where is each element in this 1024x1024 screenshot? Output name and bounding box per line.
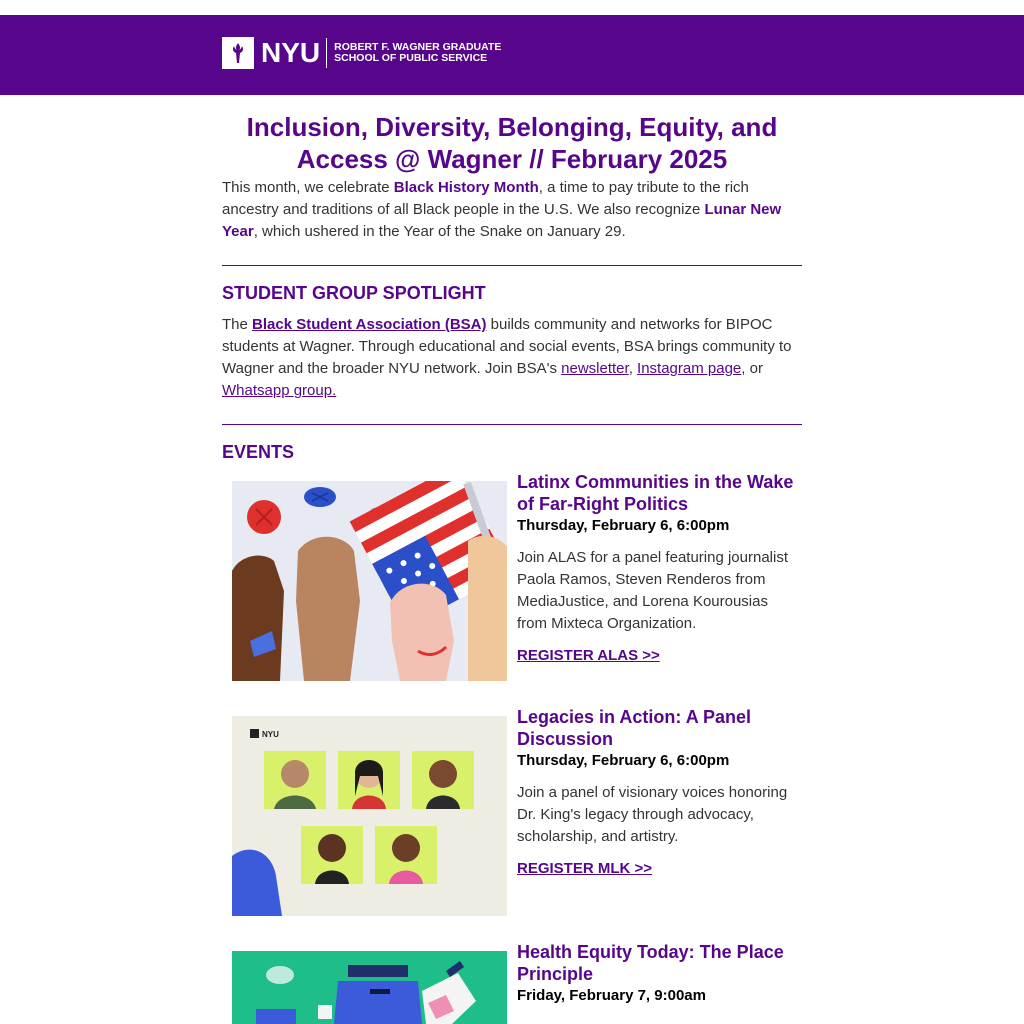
event-image-alas[interactable]: [232, 481, 507, 681]
spotlight-text-1: The: [222, 316, 253, 333]
event-date: Friday, February 7, 9:00am: [517, 987, 706, 1004]
intro-highlight-lny: Lunar New Year: [222, 201, 782, 240]
school-name: [334, 42, 501, 64]
school-name-line2: SCHOOL OF PUBLIC SERVICE: [334, 52, 488, 64]
graphic-nyu-logo: NYU: [262, 730, 279, 739]
newsletter-body: [222, 95, 802, 463]
event-text-mlk: [517, 706, 802, 880]
school-name-line1: ROBERT F. WAGNER GRADUATE: [334, 41, 502, 53]
divider-2: [222, 424, 802, 425]
intro-highlight-bhm: Black History Month: [393, 179, 539, 196]
intro-text-3: , which ushered in the Year of the Snake on January 29.: [253, 223, 626, 240]
newsletter-link[interactable]: newsletter: [561, 360, 629, 377]
spotlight-paragraph: [222, 314, 802, 402]
intro-text-2: , a time to pay tribute to the rich ancestry and traditions of all Black people in the U.S. We also recognize: [222, 179, 749, 218]
event-description: Join a panel of visionary voices honoring Dr. King's legacy through advocacy, scholarship, and artistry.: [517, 784, 788, 845]
event-date: Thursday, February 6, 6:00pm: [517, 517, 730, 534]
event-image-mlk[interactable]: [232, 716, 507, 916]
wagner-logo[interactable]: [222, 37, 501, 69]
spotlight-text-3: , or: [741, 360, 763, 377]
whatsapp-link[interactable]: Whatsapp group.: [222, 382, 337, 399]
top-spacer: [0, 0, 1024, 16]
panelist-portraits-graphic: [232, 716, 507, 916]
register-mlk-link[interactable]: REGISTER MLK >>: [517, 860, 653, 877]
logo-divider: [326, 38, 327, 68]
intro-text-1: This month, we celebrate: [222, 179, 394, 196]
event-image-health[interactable]: [232, 951, 507, 1024]
health-equity-illustration: [232, 951, 507, 1024]
event-description: Join ALAS for a panel featuring journalist Paola Ramos, Steven Renderos from MediaJustice, and Lorena Kourousias from Mixteca Organization.: [517, 549, 789, 632]
header-banner: [0, 15, 1024, 95]
intro-paragraph: [222, 177, 802, 243]
divider-1: [222, 265, 802, 266]
spotlight-comma: ,: [628, 360, 638, 377]
torch-icon: [222, 37, 254, 69]
page-title: Inclusion, Diversity, Belonging, Equity, and Access @ Wagner // February 2025: [246, 112, 778, 174]
protest-fists-flag-illustration: [232, 481, 507, 681]
event-title: Latinx Communities in the Wake of Far-Right Politics: [517, 472, 794, 514]
event-date: Thursday, February 6, 6:00pm: [517, 752, 730, 769]
event-text-health: [517, 941, 802, 1007]
spotlight-text-2: builds community and networks for BIPOC students at Wagner. Through educational and social events, BSA brings community to Wagner and the broader NYU network. Join BSA's: [222, 316, 792, 377]
event-title: Legacies in Action: A Panel Discussion: [517, 707, 752, 749]
event-text-alas: [517, 471, 802, 667]
nyu-wordmark: NYU: [261, 37, 321, 68]
events-heading: EVENTS: [222, 442, 295, 462]
register-alas-link[interactable]: REGISTER ALAS >>: [517, 647, 660, 664]
event-title: Health Equity Today: The Place Principle: [517, 942, 784, 984]
instagram-link[interactable]: Instagram page: [637, 360, 742, 377]
spotlight-heading: STUDENT GROUP SPOTLIGHT: [222, 283, 486, 303]
bsa-link[interactable]: Black Student Association (BSA): [252, 316, 487, 333]
